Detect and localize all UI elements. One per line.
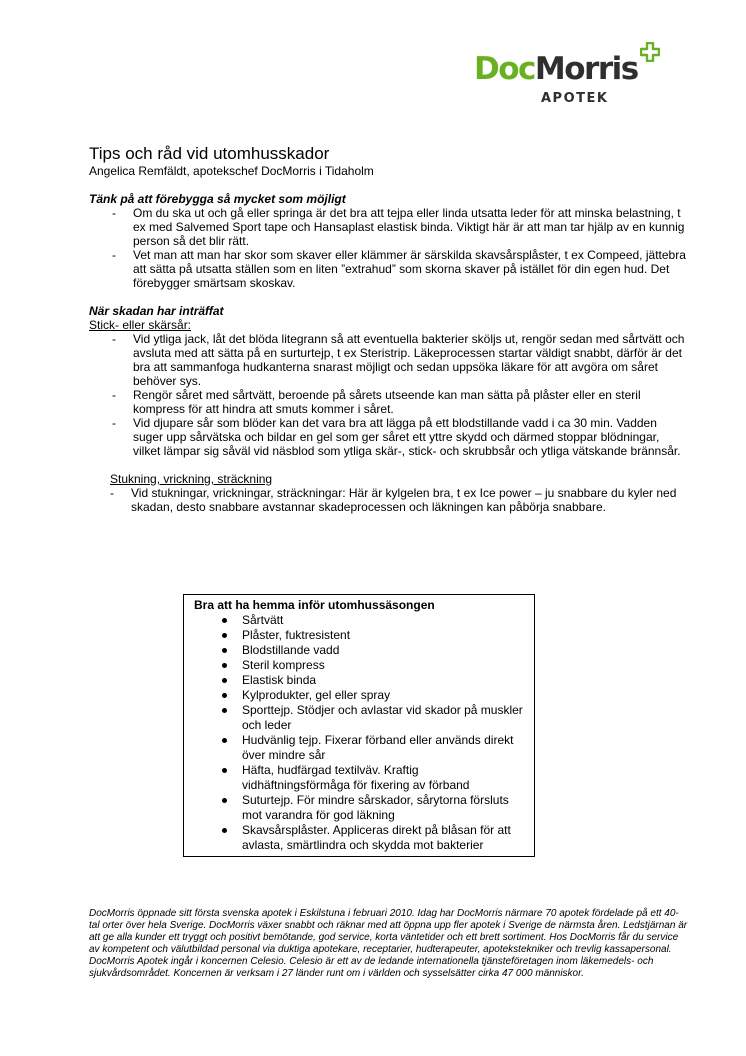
company-footer bbox=[89, 908, 689, 980]
cuts-list bbox=[89, 332, 689, 458]
prevention-list bbox=[89, 206, 689, 290]
list-item: Hudvänlig tejp. Fixerar förband eller används direkt över mindre sår bbox=[194, 733, 524, 763]
document-author: Angelica Remfäldt, apotekschef DocMorris i Tidaholm bbox=[89, 164, 374, 178]
list-item: Sårtvätt bbox=[194, 613, 524, 628]
document-body bbox=[89, 144, 689, 514]
list-item: - Vid djupare sår som blöder kan det vara bra att lägga på ett blodstillande vadd i ca 30 min. Vadden suger upp sårvätska och bildar en gel som ger såret ett yttre skydd och därmed stoppar blödningar, vilket lämpar sig såväl vid näsblod som ytliga skär-, stick- och skrubbsår och ytliga vätskande brännsår. bbox=[89, 416, 689, 458]
plus-cross-icon bbox=[640, 42, 660, 62]
home-kit-box bbox=[183, 594, 535, 857]
list-item: - Vet man att man har skor som skaver eller klämmer är särskilda skavsårsplåster, t ex Compeed, jättebra att sätta på utsatta ställen som en liten ”extrahud” som skorna skaver på istället för din egen hud. Det förebygger smärtsam skoskav. bbox=[89, 248, 689, 290]
list-item: - Vid ytliga jack, låt det blöda litegrann så att eventuella bakterier sköljs ut, rengör sedan med sårtvätt och avsluta med att sätta på en surturtejp, t ex Steristrip. Läkeprocessen startar väldigt snabbt, därför är det bra att sammanfoga hudkanterna snarast möjligt och sedan uppsöka läkare för att avgöra om såret behöver sys. bbox=[89, 332, 689, 388]
list-item: - Rengör såret med sårtvätt, beroende på sårets utseende kan man sätta på plåster eller en steril kompress för att hindra att smuts kommer i såret. bbox=[89, 388, 689, 416]
home-kit-list bbox=[194, 613, 524, 853]
logo-subtitle: APOTEK bbox=[541, 91, 609, 106]
list-item: Häfta, hudfärgad textilväv. Kraftig vidhäftningsförmåga för fixering av förband bbox=[194, 763, 524, 793]
logo-word-morris: Morris bbox=[534, 51, 638, 87]
list-item: - Om du ska ut och gå eller springa är det bra att tejpa eller linda utsatta leder för att minska belastning, t ex med Salvemed Sport tape och Hansaplast elastisk binda. Viktigt här är att man tar hjälp av en kunnig person så det blir rätt. bbox=[89, 206, 689, 248]
docmorris-logo bbox=[474, 42, 679, 110]
sprain-list bbox=[110, 486, 689, 514]
list-item: Plåster, fuktresistent bbox=[194, 628, 524, 643]
footer-paragraph-celesio: DocMorris Apotek ingår i koncernen Celesio. Celesio är ett av de ledande internationella tjänsteföretagen inom läkemedels- och sjukvårdsområdet. Koncernen är verksam i 27 länder runt om i världen och sysselsätter cirka 47 000 människor. bbox=[89, 956, 654, 979]
logo-word-doc: Doc bbox=[474, 51, 535, 87]
document-title: Tips och råd vid utomhusskador bbox=[89, 144, 330, 163]
footer-paragraph-about: DocMorris öppnade sitt första svenska apotek i Eskilstuna i februari 2010. Idag har DocMorris närmare 70 apotek fördelade på ett 40-tal orter över hela Sverige. DocMorris växer snabbt och räknar med att öppna upp fler apotek i Sverige de närmsta åren. Ledstjärnan är att ge alla kunder ett tryggt och positivt bemötande, god service, korta väntetider och ett brett sortiment. Hos DocMorris får du service av kompetent och välutbildad personal via duktiga apotekare, receptarier, hudterapeuter, apotekstekniker och trevlig kassapersonal. bbox=[89, 908, 688, 955]
list-item: Suturtejp. För mindre sårskador, sårytorna försluts mot varandra för god läkning bbox=[194, 793, 524, 823]
list-item: Sporttejp. Stödjer och avlastar vid skador på muskler och leder bbox=[194, 703, 524, 733]
sprain-section bbox=[110, 472, 689, 514]
injury-heading: När skadan har inträffat bbox=[89, 304, 224, 318]
list-item: Elastisk binda bbox=[194, 673, 524, 688]
list-item: Steril kompress bbox=[194, 658, 524, 673]
sprain-subheading: Stukning, vrickning, sträckning bbox=[110, 472, 273, 486]
prevention-heading: Tänk på att förebygga så mycket som möjligt bbox=[89, 192, 346, 206]
list-item: Blodstillande vadd bbox=[194, 643, 524, 658]
cuts-subheading: Stick- eller skärsår: bbox=[89, 318, 192, 332]
list-item: Kylprodukter, gel eller spray bbox=[194, 688, 524, 703]
list-item: Skavsårsplåster. Appliceras direkt på blåsan för att avlasta, smärtlindra och skydda mot bakterier bbox=[194, 823, 524, 853]
home-kit-title: Bra att ha hemma inför utomhussäsongen bbox=[194, 598, 435, 612]
logo-wordmark bbox=[474, 51, 638, 87]
list-item: - Vid stukningar, vrickningar, sträckningar: Här är kylgelen bra, t ex Ice power – ju snabbare du kyler ned skadan, desto snabbare avstannar skadeprocessen och läkningen kan påbörja snabbare. bbox=[110, 486, 689, 514]
